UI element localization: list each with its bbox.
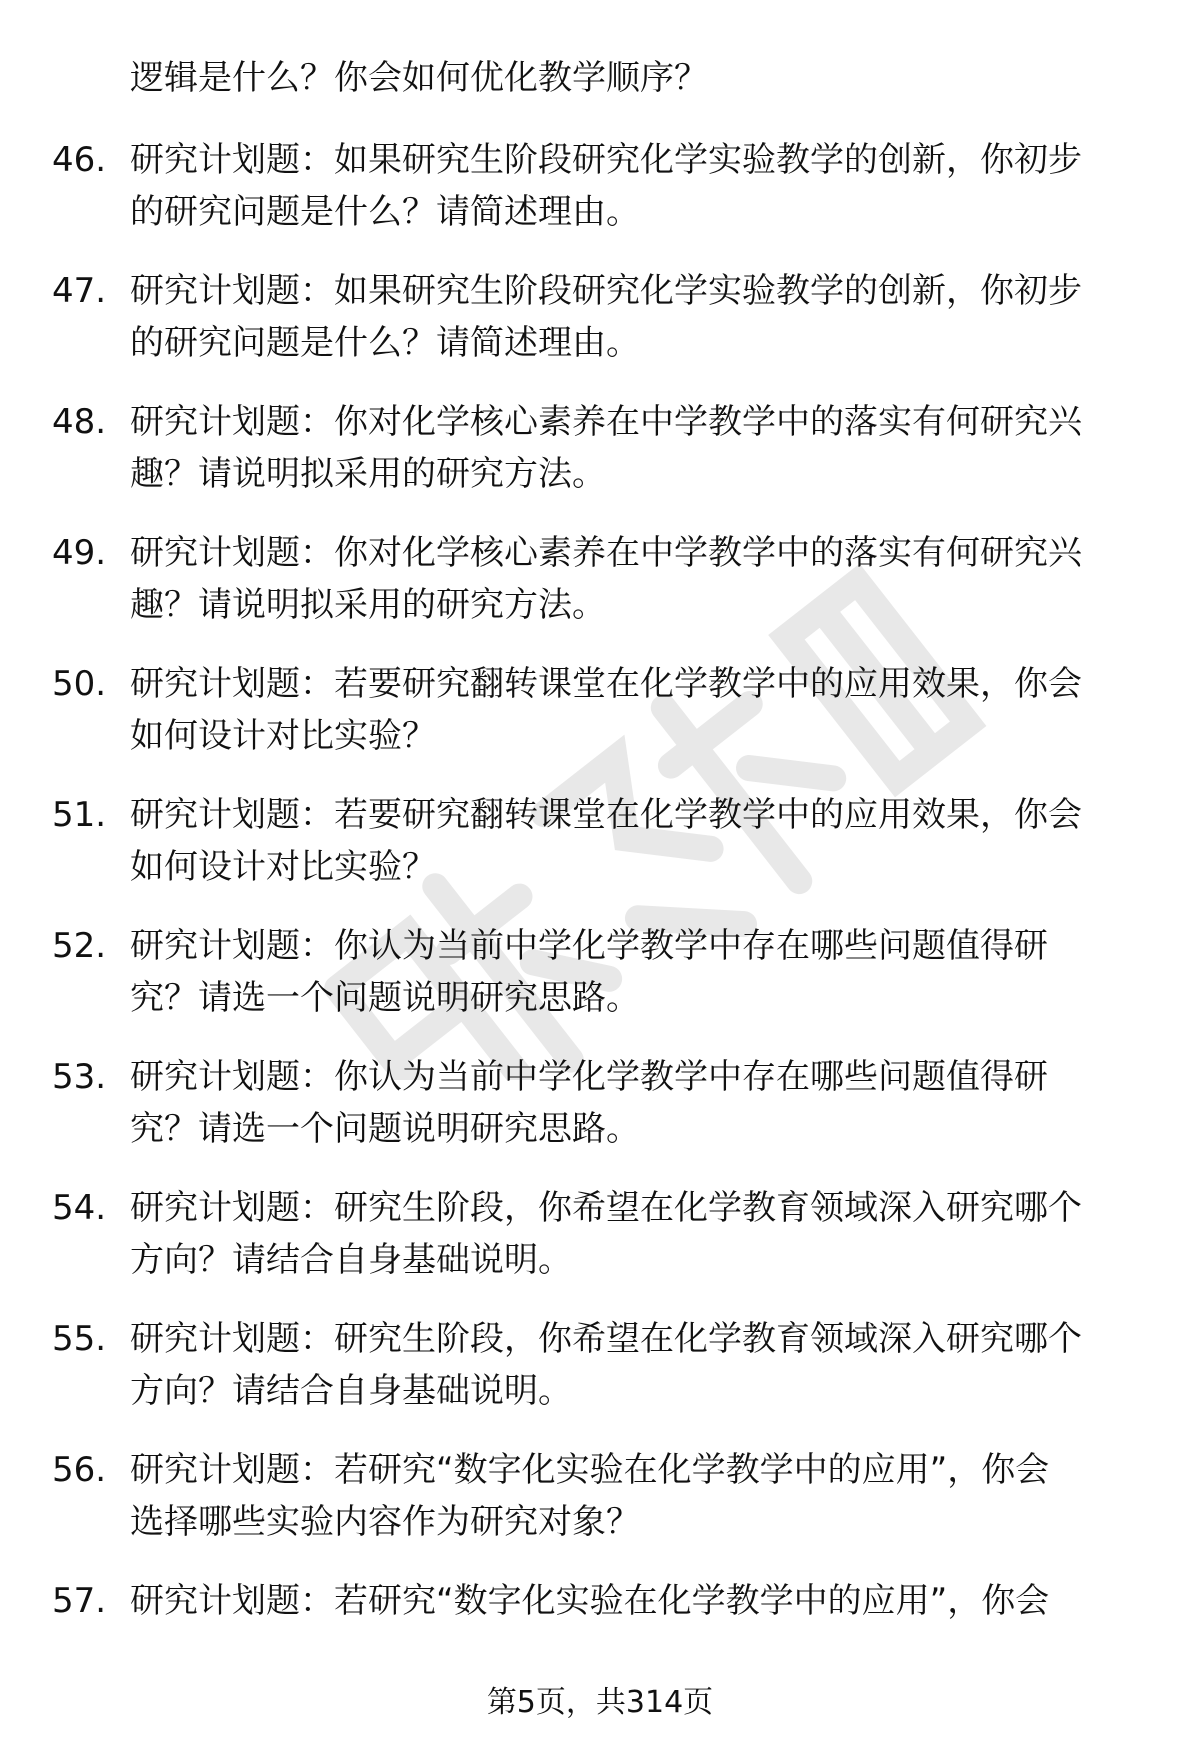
item-number: 52.: [52, 926, 107, 966]
list-item: [0, 265, 1200, 369]
item-line: 方向？请结合自身基础说明。: [130, 1371, 572, 1411]
item-line: 如何设计对比实验？: [130, 716, 436, 756]
item-number: 48.: [52, 402, 107, 442]
item-number: 54.: [52, 1188, 107, 1228]
item-line: 研究计划题：你认为当前中学化学教学中存在哪些问题值得研: [130, 1057, 1048, 1097]
question-list: [0, 52, 1200, 1706]
item-text: [130, 134, 1140, 238]
continuation-text: 逻辑是什么？你会如何优化教学顺序？: [130, 58, 708, 98]
item-number: 53.: [52, 1057, 107, 1097]
item-text: [130, 658, 1140, 762]
item-line: [130, 1627, 1140, 1679]
item-text: [130, 1575, 1140, 1679]
item-number: 46.: [52, 140, 107, 180]
item-number: 47.: [52, 271, 107, 311]
item-line: 研究计划题：你认为当前中学化学教学中存在哪些问题值得研: [130, 926, 1048, 966]
item-number: 49.: [52, 533, 107, 573]
item-line: 的研究问题是什么？请简述理由。: [130, 323, 640, 363]
list-item: [0, 1575, 1200, 1679]
item-line: 研究计划题：若要研究翻转课堂在化学教学中的应用效果，你会: [130, 664, 1082, 704]
item-line: 研究计划题：若研究“数字化实验在化学教学中的应用”，你会: [130, 1581, 1050, 1621]
item-number: 51.: [52, 795, 107, 835]
item-text: [130, 265, 1140, 369]
item-line: 研究计划题：如果研究生阶段研究化学实验教学的创新，你初步: [130, 140, 1082, 180]
item-line: 研究计划题：你对化学核心素养在中学教学中的落实有何研究兴: [130, 533, 1082, 573]
list-item: [0, 1182, 1200, 1286]
item-line: 研究计划题：研究生阶段，你希望在化学教育领域深入研究哪个: [130, 1319, 1082, 1359]
item-text: [130, 1444, 1140, 1548]
item-line: 研究计划题：你对化学核心素养在中学教学中的落实有何研究兴: [130, 402, 1082, 442]
item-line: 方向？请结合自身基础说明。: [130, 1240, 572, 1280]
list-item: [0, 789, 1200, 893]
item-text: [130, 396, 1140, 500]
item-line: 趣？请说明拟采用的研究方法。: [130, 585, 606, 625]
item-line: 选择哪些实验内容作为研究对象？: [130, 1502, 640, 1542]
list-item: [0, 1313, 1200, 1417]
item-line: 的研究问题是什么？请简述理由。: [130, 192, 640, 232]
list-item: [0, 527, 1200, 631]
list-item: [0, 396, 1200, 500]
page-footer: 第5页，共314页: [486, 1685, 714, 1720]
item-line: 研究计划题：研究生阶段，你希望在化学教育领域深入研究哪个: [130, 1188, 1082, 1228]
item-number: 55.: [52, 1319, 107, 1359]
item-number: 50.: [52, 664, 107, 704]
list-item: [0, 1444, 1200, 1548]
item-number: 57.: [52, 1581, 107, 1621]
item-text: [130, 789, 1140, 893]
item-line: 研究计划题：如果研究生阶段研究化学实验教学的创新，你初步: [130, 271, 1082, 311]
list-item: [0, 658, 1200, 762]
item-line: 研究计划题：若研究“数字化实验在化学教学中的应用”，你会: [130, 1450, 1050, 1490]
item-line: 究？请选一个问题说明研究思路。: [130, 1109, 640, 1149]
item-number: 56.: [52, 1450, 107, 1490]
item-line: 究？请选一个问题说明研究思路。: [130, 978, 640, 1018]
item-line: 趣？请说明拟采用的研究方法。: [130, 454, 606, 494]
list-item: [0, 920, 1200, 1024]
item-text: [130, 920, 1140, 1024]
item-line: 如何设计对比实验？: [130, 847, 436, 887]
list-item: [0, 134, 1200, 238]
item-text: [130, 1051, 1140, 1155]
item-text: [130, 1182, 1140, 1286]
item-text: [130, 1313, 1140, 1417]
item-text: [130, 527, 1140, 631]
list-item: [0, 1051, 1200, 1155]
item-line: 研究计划题：若要研究翻转课堂在化学教学中的应用效果，你会: [130, 795, 1082, 835]
